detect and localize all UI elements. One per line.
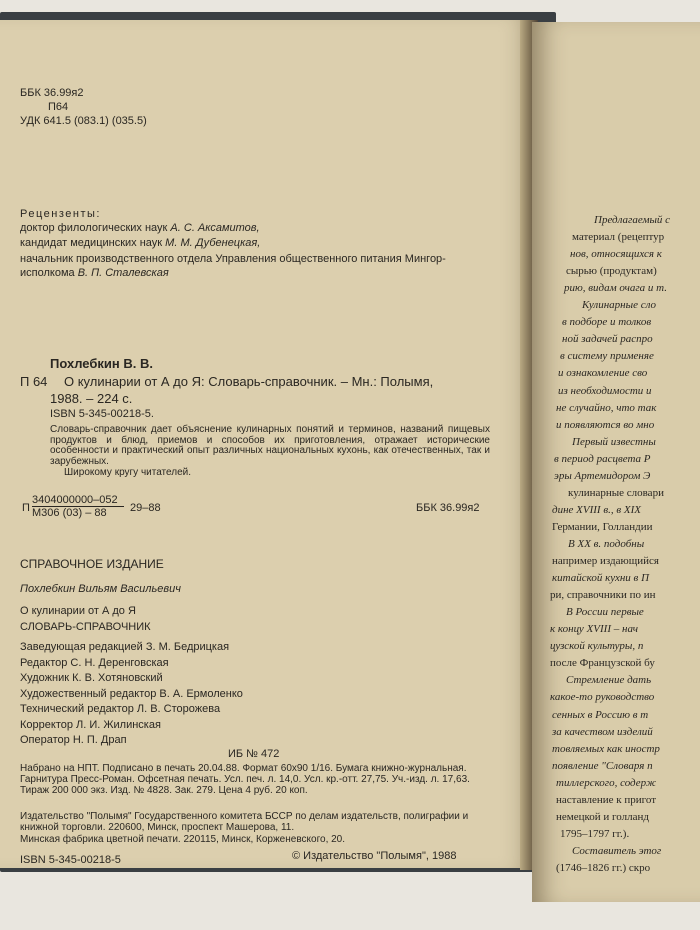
right-text-line: не случайно, что так bbox=[556, 401, 657, 414]
right-text-line: к концу XVIII – нач bbox=[550, 623, 639, 636]
right-text-line: дине XVIII в., в XIX bbox=[552, 503, 641, 516]
reviewer-2-name: М. М. Дубенецкая, bbox=[165, 237, 261, 249]
right-text-line: в период расцвета Р bbox=[554, 452, 651, 465]
right-text-line: и ознакомление сво bbox=[558, 367, 648, 380]
audience: Широкому кругу читателей. bbox=[64, 467, 192, 478]
reviewer-1 bbox=[20, 222, 260, 234]
right-page bbox=[532, 22, 700, 902]
annotation: Словарь-справочник дает объяснение кулинарных понятий и терминов, названий пищевых продуктов и блюд, приемов и способов их приготовления, отражает исторические особенности и практический опыт различных национальных кухонь, как отечественных, так и зарубежных. bbox=[50, 424, 490, 467]
right-text-line: Германии, Голландии bbox=[552, 520, 653, 533]
index-code-mid: П 64 bbox=[20, 374, 48, 389]
copyright: © Издательство "Полымя", 1988 bbox=[292, 850, 457, 862]
right-text-line: цузской культуры, п bbox=[550, 640, 644, 653]
right-text-line: сенных в Россию в т bbox=[552, 708, 649, 721]
book-subtitle: СЛОВАРЬ-СПРАВОЧНИК bbox=[20, 621, 151, 633]
credits-list bbox=[20, 640, 243, 749]
bbk-code-mid: ББК 36.99я2 bbox=[416, 502, 480, 514]
reviewer-1-title: доктор филологических наук bbox=[20, 222, 171, 234]
right-text-line: В XX в. подобны bbox=[568, 538, 645, 550]
right-text-line: Предлагаемый с bbox=[594, 214, 671, 226]
right-text-line: из необходимости и bbox=[558, 384, 652, 397]
credit-line: Художественный редактор В. А. Ермоленко bbox=[20, 687, 243, 700]
right-text-line: китайской кухни в П bbox=[552, 572, 650, 585]
right-text-line: появление "Словаря п bbox=[552, 759, 653, 772]
reviewer-1-name: А. С. Аксамитов, bbox=[170, 222, 260, 234]
right-text-line: например издающийся bbox=[552, 555, 659, 568]
imprint-publisher: Издательство "Полымя" Государственного комитета БССР по делам издательств, полиграфии и книжной торговли. 220600, Минск, проспект Машерова, 11. bbox=[20, 811, 469, 833]
right-text-line: товляемых как иностр bbox=[552, 742, 660, 755]
right-text-line: Стремление дать bbox=[566, 674, 652, 687]
right-text-line: эры Артемидором Э bbox=[554, 469, 651, 482]
right-text-line: материал (рецептур bbox=[572, 231, 665, 244]
reviewer-2 bbox=[20, 237, 260, 249]
right-text-line: за качеством изделий bbox=[552, 725, 653, 738]
reviewer-3-name: В. П. Сталевская bbox=[77, 267, 169, 279]
reviewer-3-title: исполкома bbox=[20, 267, 78, 279]
index-code-top: П64 bbox=[48, 101, 69, 113]
credit-line: Технический редактор Л. В. Сторожева bbox=[20, 703, 221, 715]
title-line-1: О кулинарии от А до Я: Словарь-справочник. – Мн.: Полымя, bbox=[64, 374, 434, 389]
reviewer-3-line-1: начальник производственного отдела Управления общественного питания Мингор- bbox=[20, 253, 446, 265]
right-text-line: Первый известны bbox=[572, 435, 656, 448]
title-line-2: 1988. – 224 с. bbox=[50, 391, 133, 406]
credit-line: Оператор Н. П. Драп bbox=[20, 734, 127, 746]
isbn-mid: ISBN 5-345-00218-5. bbox=[50, 408, 154, 420]
catalog-code-numerator: 3404000000–052 bbox=[32, 494, 124, 507]
credit-line: Художник К. В. Хотяновский bbox=[20, 672, 163, 684]
right-text-line: Кулинарные сло bbox=[582, 299, 657, 312]
isbn-bottom: ISBN 5-345-00218-5 bbox=[20, 854, 121, 866]
right-text-line: 1795–1797 гг.). bbox=[560, 827, 630, 840]
bbk-code-top: ББК 36.99я2 bbox=[20, 87, 84, 99]
credit-line: Заведующая редакцией З. М. Бедрицкая bbox=[20, 641, 230, 653]
right-text-line: ной задачей распро bbox=[562, 333, 653, 346]
right-text-line: Составитель этог bbox=[572, 844, 662, 857]
right-text-line: В России первые bbox=[566, 606, 644, 619]
ib-number: ИБ № 472 bbox=[228, 748, 280, 760]
right-text-line: после Французской бу bbox=[550, 657, 655, 670]
catalog-code-tail: 29–88 bbox=[130, 502, 161, 514]
imprint-print-details: Набрано на НПТ. Подписано в печать 20.04.88. Формат 60x90 1/16. Бумага книжно-журнальная. Гарнитура Пресс-Роман. Офсетная печать. Усл. печ. л. 14,0. Усл. кр.-отт. 27,75. Уч.-изд. л. 17,63. Тираж 200 000 экз. Изд. № 4828. Зак. 279. Цена 4 руб. 20 коп. bbox=[20, 763, 470, 796]
left-page bbox=[0, 20, 528, 868]
reviewer-2-title: кандидат медицинских наук bbox=[20, 237, 166, 249]
edition-type: СПРАВОЧНОЕ ИЗДАНИЕ bbox=[20, 557, 164, 571]
imprint-printer: Минская фабрика цветной печати. 220115, Минск, Корженевского, 20. bbox=[20, 834, 346, 845]
credit-line: Корректор Л. И. Жилинская bbox=[20, 718, 161, 731]
right-text-line: нов, относящихся к bbox=[570, 248, 662, 261]
udk-code: УДК 641.5 (083.1) (035.5) bbox=[20, 115, 147, 127]
right-text-line: (1746–1826 гг.) скро bbox=[556, 862, 651, 874]
right-text-line: и появляются во мно bbox=[556, 418, 655, 431]
right-text-line: наставление к пригот bbox=[556, 793, 657, 806]
reviewer-3-line-2 bbox=[20, 267, 169, 279]
catalog-code-letter: П bbox=[22, 502, 30, 514]
credit-line: Редактор С. Н. Деренговская bbox=[20, 656, 169, 669]
right-text-line: рию, видам очага и т. bbox=[564, 282, 667, 295]
right-text-line: в систему применяе bbox=[560, 350, 654, 363]
right-text-line: ри, справочники по ин bbox=[550, 589, 656, 602]
right-text-line: тиллерского, содерж bbox=[556, 776, 657, 789]
book-title-small: О кулинарии от А до Я bbox=[20, 605, 136, 617]
reviewers-heading: Рецензенты: bbox=[20, 208, 101, 220]
right-text-line: немецкой и голланд bbox=[556, 810, 649, 823]
right-text-line: в подборе и толков bbox=[562, 316, 652, 329]
catalog-code-denominator: М306 (03) – 88 bbox=[32, 507, 107, 519]
right-text-line: сырью (продуктам) bbox=[566, 265, 657, 278]
right-text-line: кулинарные словари bbox=[568, 486, 664, 499]
right-text-line: какое-то руководство bbox=[550, 691, 655, 704]
author-heading: Похлебкин В. В. bbox=[50, 356, 153, 371]
author-full-name: Похлебкин Вильям Васильевич bbox=[20, 583, 181, 595]
